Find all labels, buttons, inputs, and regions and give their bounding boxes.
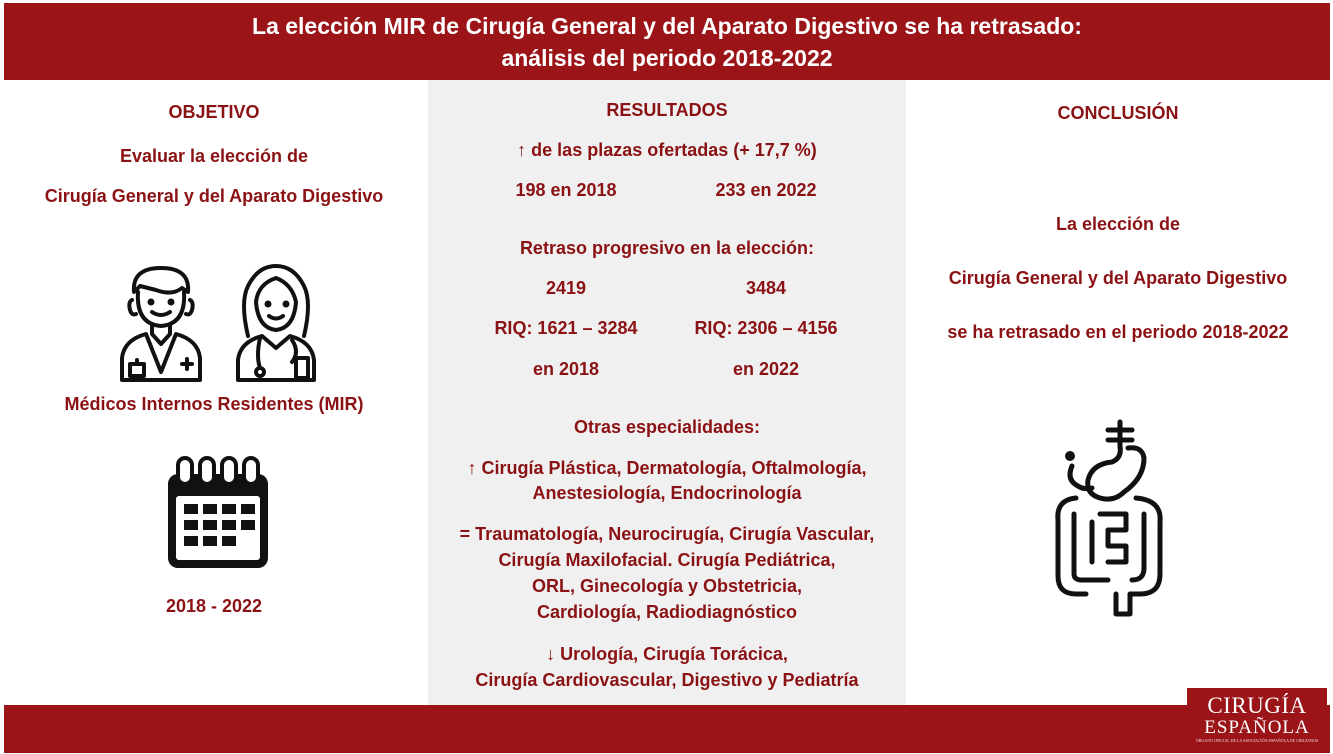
down-line-2: Cirugía Cardiovascular, Digestivo y Pediatría (475, 670, 859, 690)
median-row (428, 276, 906, 300)
plazas-row (428, 178, 906, 202)
logo-line-3: ÓRGANO OFICIAL DE LA ASOCIACIÓN ESPAÑOLA DE CIRUJANOS (1195, 738, 1319, 743)
resultados-panel (428, 80, 906, 705)
year-2022: en 2022 (732, 359, 800, 379)
riq-row (428, 316, 906, 340)
doctors-caption: Médicos Internos Residentes (MIR) (64, 394, 364, 414)
objetivo-text-2: Cirugía General y del Aparato Digestivo (44, 186, 384, 206)
plazas-2022: 233 en 2022 (715, 180, 817, 200)
plazas-text: ↑ de las plazas ofertadas (+ 17,7 %) (517, 140, 817, 160)
conclusion-heading: CONCLUSIÓN (1057, 103, 1179, 123)
up-line-1: ↑ Cirugía Plástica, Dermatología, Oftalmología, (467, 458, 867, 478)
conclusion-line-3: se ha retrasado en el periodo 2018-2022 (947, 322, 1289, 342)
period-label: 2018 - 2022 (165, 596, 263, 616)
objetivo-column (4, 80, 424, 705)
riq-2018: RIQ: 1621 – 3284 (494, 318, 638, 338)
footer-bar (4, 705, 1330, 753)
logo-line-2: ESPAÑOLA (1204, 717, 1310, 738)
otras-heading: Otras especialidades: (573, 417, 761, 437)
male-doctor-icon (116, 262, 206, 382)
title-line-2: análisis del periodo 2018-2022 (501, 44, 833, 71)
title-banner (4, 3, 1330, 80)
retraso-text: Retraso progresivo en la elección: (519, 238, 815, 258)
eq-line-2: Cirugía Maxilofacial. Cirugía Pediátrica, (498, 550, 836, 570)
median-2018: 2419 (545, 278, 587, 298)
year-row (428, 357, 906, 381)
plazas-2018: 198 en 2018 (515, 180, 617, 200)
calendar-icon (164, 456, 272, 572)
year-2018: en 2018 (532, 359, 600, 379)
objetivo-text-1: Evaluar la elección de (119, 146, 309, 166)
eq-line-1: = Traumatología, Neurocirugía, Cirugía Vascular, (459, 524, 875, 544)
eq-line-4: Cardiología, Radiodiagnóstico (536, 602, 797, 622)
median-2022: 3484 (745, 278, 787, 298)
logo-line-1: CIRUGÍA (1207, 693, 1307, 718)
up-line-2: Anestesiología, Endocrinología (532, 483, 802, 503)
digestive-system-icon (1052, 418, 1168, 618)
eq-line-3: ORL, Ginecología y Obstetricia, (531, 576, 803, 596)
conclusion-column (906, 80, 1330, 705)
objetivo-heading: OBJETIVO (168, 102, 260, 122)
female-doctor-icon (234, 262, 318, 382)
conclusion-line-2: Cirugía General y del Aparato Digestivo (948, 268, 1288, 288)
riq-2022: RIQ: 2306 – 4156 (694, 318, 838, 338)
title-line-1: La elección MIR de Cirugía General y del Aparato Digestivo se ha retrasado: (252, 12, 1082, 39)
conclusion-line-1: La elección de (1055, 214, 1181, 234)
journal-logo (1187, 688, 1327, 752)
down-line-1: ↓ Urología, Cirugía Torácica, (546, 644, 788, 664)
resultados-heading: RESULTADOS (606, 100, 728, 120)
